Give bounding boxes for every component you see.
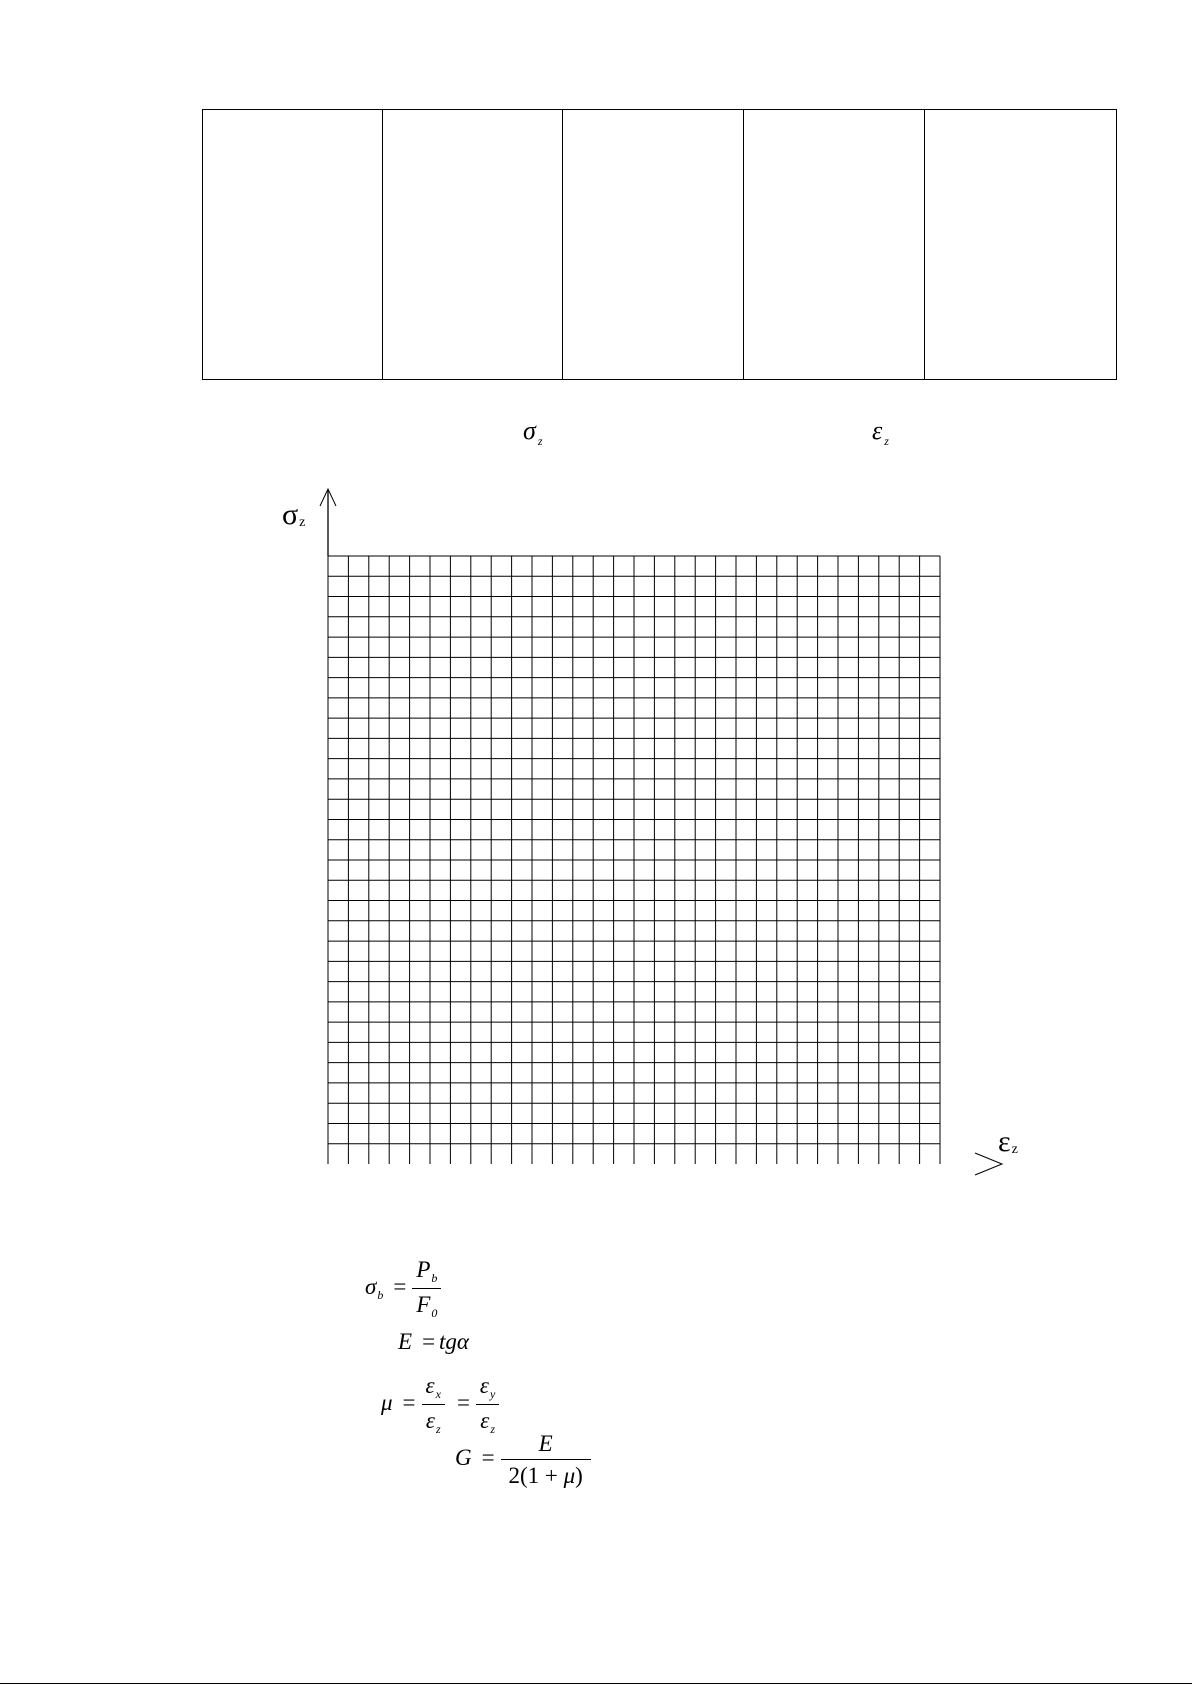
equals-sign: = — [481, 1444, 495, 1470]
numerator-glyph: ε — [425, 1373, 435, 1398]
equals-sign: = — [422, 1329, 436, 1354]
numerator-glyph: P — [416, 1257, 431, 1282]
fraction — [476, 1374, 499, 1435]
denominator-glyph: ε — [425, 1408, 435, 1433]
fraction — [422, 1374, 445, 1435]
fraction — [501, 1432, 591, 1487]
formula-elastic-modulus — [398, 1330, 469, 1353]
fraction-denominator — [476, 1405, 499, 1435]
graph-grid — [328, 556, 940, 1164]
denominator-subscript: z — [490, 1422, 495, 1436]
equals-sign: = — [456, 1389, 470, 1415]
x-axis-glyph: ε — [998, 1125, 1011, 1158]
denominator-mu: μ — [563, 1463, 576, 1488]
x-axis-label — [998, 1127, 1018, 1157]
formula-ultimate-strength — [365, 1258, 443, 1319]
y-axis-glyph: σ — [282, 498, 299, 531]
denominator-prefix: 2(1 + — [508, 1463, 564, 1488]
epsilon-glyph: ε — [872, 416, 883, 445]
formula-rhs: tgα — [439, 1329, 470, 1354]
fraction-numerator — [412, 1258, 441, 1289]
y-axis-subscript: z — [299, 515, 306, 530]
numerator-subscript: b — [431, 1271, 438, 1285]
formula-lhs: σ — [365, 1273, 377, 1299]
y-axis-label — [282, 500, 305, 530]
equals-sign: = — [393, 1273, 407, 1299]
fraction-denominator — [504, 1460, 586, 1487]
denominator-glyph: ε — [480, 1408, 490, 1433]
numerator-subscript: y — [490, 1387, 496, 1401]
x-axis-subscript: z — [1011, 1142, 1018, 1157]
formula-lhs: G — [455, 1444, 472, 1470]
formula-poisson-ratio — [381, 1374, 501, 1435]
formula-shear-modulus — [455, 1432, 593, 1487]
sigma-glyph: σ — [523, 416, 536, 445]
equals-sign: = — [402, 1389, 416, 1415]
numerator-glyph: E — [538, 1431, 553, 1456]
fraction-denominator — [422, 1405, 445, 1435]
denominator-suffix: ) — [575, 1463, 583, 1488]
fraction-numerator — [422, 1374, 445, 1405]
denominator-subscript: z — [435, 1422, 441, 1436]
epsilon-subscript: z — [884, 434, 889, 448]
formula-lhs: μ — [381, 1389, 393, 1415]
fraction — [412, 1258, 441, 1319]
fraction-numerator — [501, 1432, 591, 1460]
numerator-glyph: ε — [479, 1373, 489, 1398]
page-bottom-rule — [0, 1683, 1192, 1684]
formula-lhs-subscript: b — [377, 1287, 384, 1302]
fraction-numerator — [476, 1374, 499, 1405]
numerator-subscript: x — [435, 1387, 441, 1401]
sigma-subscript: z — [537, 434, 543, 448]
denominator-glyph: F — [416, 1292, 431, 1317]
fraction-denominator — [412, 1289, 441, 1319]
formula-lhs: E — [398, 1329, 413, 1354]
denominator-subscript: 0 — [431, 1306, 438, 1320]
